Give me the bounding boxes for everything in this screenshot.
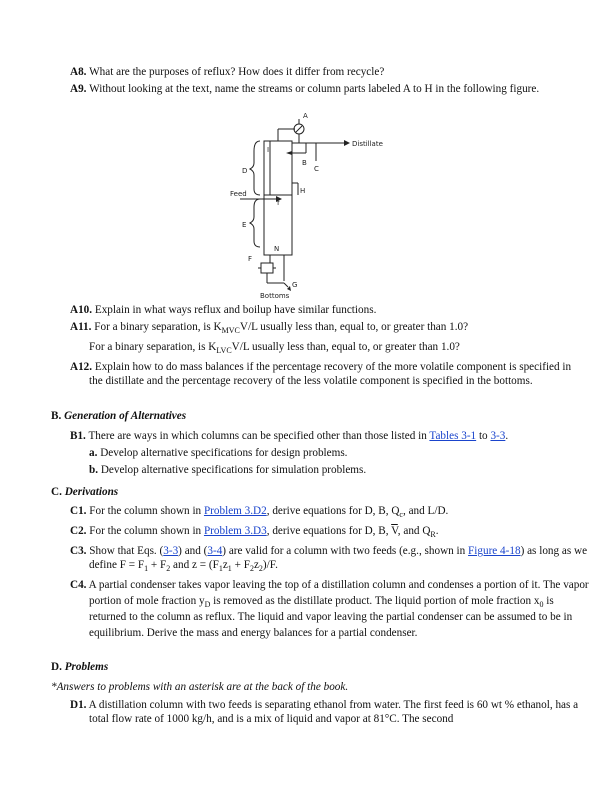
question-a10 <box>70 303 570 317</box>
link-problem-3-d3[interactable]: Problem 3.D3 <box>203 525 267 537</box>
question-number: A11. <box>70 321 92 333</box>
label-distillate: Distillate <box>352 140 383 148</box>
distillation-column-figure <box>220 111 395 301</box>
label-c: C <box>314 165 319 173</box>
question-c4: C4. A partial condenser takes vapor leaving the top of a distillation column and condenses a portion of it. The vapor portion of mole fraction $y_D$ is removed as the distillate product. The liquid portion of mole fraction $x_0$ is returned to the column as reflux. The liquid and vapor leaving the partial condenser can be assumed to be in equilibrium. Derive the mass and energy balances for a partial condenser. <box>70 579 589 639</box>
question-text: What are the purposes of reflux? How does it differ from recycle? <box>89 66 385 78</box>
label-i: I <box>267 146 270 154</box>
label-feed: Feed <box>230 190 247 198</box>
label-d: D <box>242 167 248 175</box>
question-number: A10. <box>70 304 93 316</box>
question-number: A9. <box>70 83 87 95</box>
question-a9 <box>70 82 569 96</box>
question-a12 <box>70 360 579 388</box>
question-number: A8. <box>70 66 87 78</box>
question-b1: B1. There are ways in which columns can be specified other than those listed in Tables 3-1 to 3-3. <box>70 430 509 442</box>
label-e: E <box>242 221 247 229</box>
label-bottoms: Bottoms <box>260 292 290 300</box>
label-f-stage: f <box>277 199 280 207</box>
reboiler-icon <box>261 263 273 273</box>
question-c1: C1. For the column shown in Problem 3.D2, derive equations for D, B, $Q_c$, and L/D. <box>70 505 449 519</box>
label-n: N <box>274 245 280 253</box>
link-figure-4-18[interactable]: Figure 4-18 <box>468 545 521 557</box>
section-c-heading: C. Derivations <box>51 486 119 498</box>
label-b: B <box>302 159 307 167</box>
question-d1: D1. A distillation column with two feeds is separating ethanol from water. The first feed is 60 wt % ethanol, has a total flow rate of 1000 kg/h, and is a mix of liquid and vapor at 81°C. The second <box>70 699 579 725</box>
label-a: A <box>303 112 308 120</box>
label-f: F <box>248 255 253 263</box>
section-b-heading: B. Generation of Alternatives <box>51 410 187 422</box>
question-c2: C2. For the column shown in Problem 3.D3, derive equations for D, B, $\overline{V}$, and $Q_R$. <box>70 525 439 539</box>
link-eq-3-4[interactable]: 3-4 <box>207 545 223 557</box>
question-a11: A11. For a binary separation, is $K_{MVC}V/L$ usually less than, equal to, or greater than 1.0? <box>70 321 469 335</box>
link-table-3-3[interactable]: 3-3 <box>490 430 506 442</box>
link-eq-3-3[interactable]: 3-3 <box>163 545 179 557</box>
question-text: Explain in what ways reflux and boilup have similar functions. <box>94 304 377 316</box>
label-h: H <box>300 187 306 195</box>
question-text: Explain how to do mass balances if the percentage recovery of the more volatile component is specified in the distillate and the percentage recovery of the less volatile component is specified in the bottoms. <box>89 361 572 387</box>
question-number: A12. <box>70 361 93 373</box>
question-c3: C3. Show that Eqs. (3-3) and (3-4) are valid for a column with two feeds (e.g., shown in Figure 4-18) as long as we define $F = F_1 + F_2$ and $z = (F_1z_1 + F_2z_2)/F$. <box>70 545 588 573</box>
question-a11-part2: For a binary separation, is $K_{LVC}V/L$ usually less than, equal to, or greater than 1.0? <box>89 341 460 355</box>
link-problem-3-d2[interactable]: Problem 3.D2 <box>203 505 267 517</box>
asterisk-note: *Answers to problems with an asterisk are at the back of the book. <box>51 681 349 693</box>
label-g: G <box>292 281 298 289</box>
question-b1b: b. Develop alternative specifications for simulation problems. <box>89 464 367 476</box>
question-b1a: a. Develop alternative specifications for design problems. <box>89 447 348 459</box>
question-a8 <box>70 65 570 79</box>
link-tables-3-1[interactable]: Tables 3-1 <box>429 430 477 442</box>
section-d-heading: D. Problems <box>51 661 109 673</box>
question-text: Without looking at the text, name the streams or column parts labeled A to H in the following figure. <box>89 83 540 95</box>
